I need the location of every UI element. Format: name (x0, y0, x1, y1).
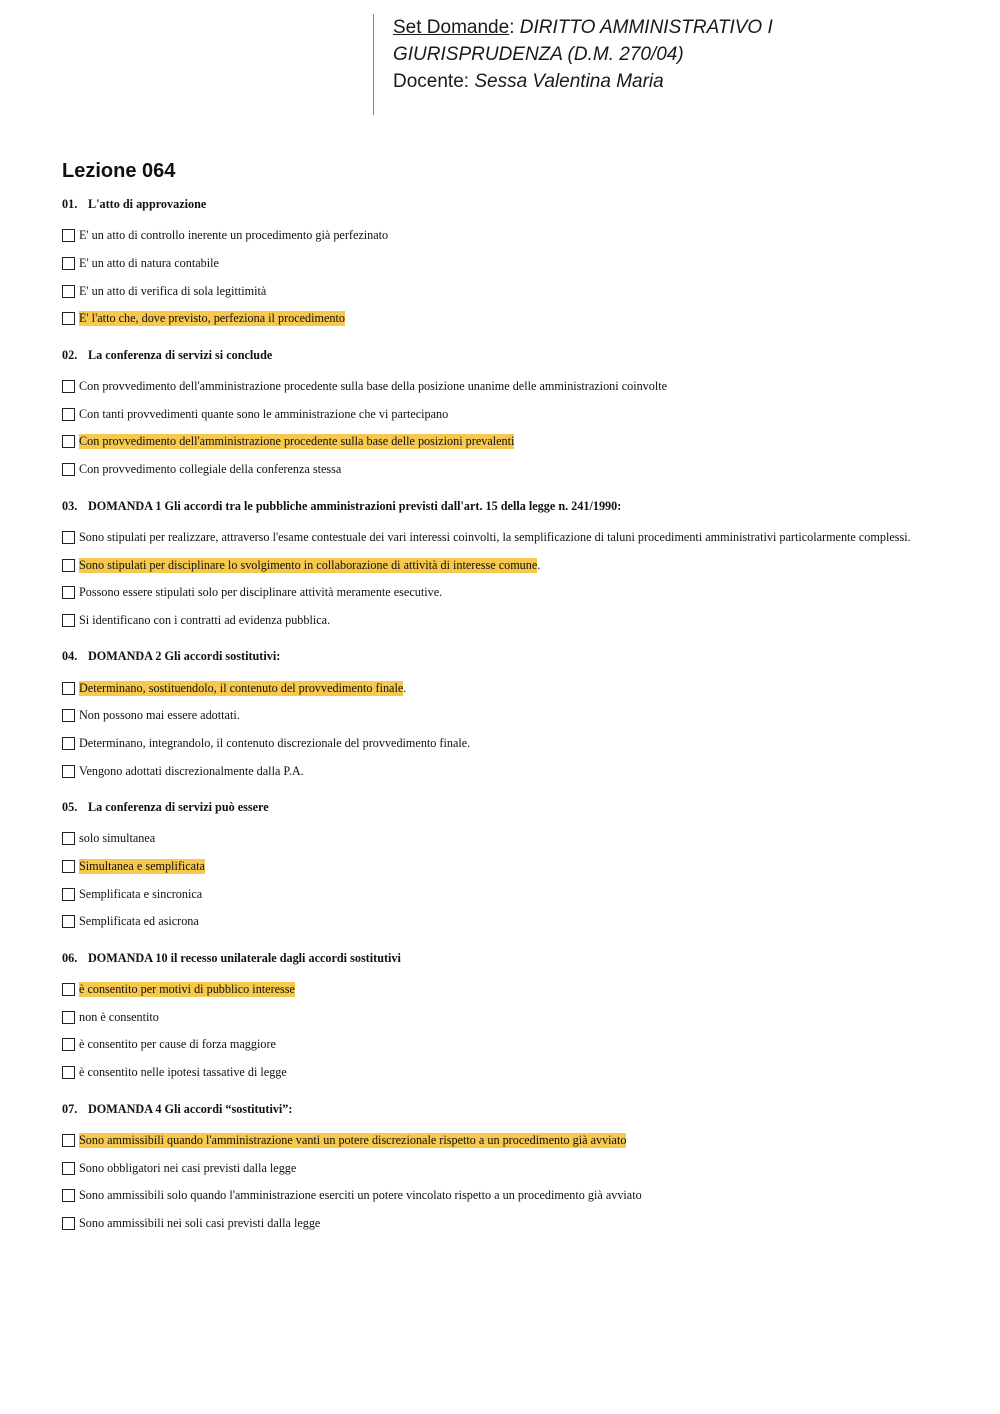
question-title (62, 950, 962, 966)
question-number: 01. (62, 197, 78, 211)
question-text: DOMANDA 2 Gli accordi sostitutivi: (88, 649, 281, 664)
answer-suffix: . (537, 557, 541, 572)
answer-option (62, 373, 962, 401)
document-header (373, 14, 933, 115)
answer-checkbox[interactable] (62, 983, 75, 996)
answer-text: è consentito nelle ipotesi tassative di legge (79, 1065, 287, 1080)
answer-checkbox[interactable] (62, 1134, 75, 1147)
teacher-line (393, 68, 933, 95)
set-separator: : (509, 17, 520, 38)
answer-text-highlighted: E' l'atto che, dove previsto, perfeziona il procedimento (79, 311, 345, 326)
answer-option (62, 853, 962, 881)
answer-option (62, 1154, 962, 1182)
answer-option (62, 456, 962, 484)
answer-checkbox[interactable] (62, 463, 75, 476)
answer-text: Semplificata ed asicrona (79, 914, 199, 929)
answer-checkbox[interactable] (62, 1189, 75, 1202)
answer-text: Sono ammissibili solo quando l'amministrazione eserciti un potere vincolato rispetto a un procedimento già avviato (79, 1188, 642, 1203)
answer-text-highlighted: Sono ammissibili quando l'amministrazione vanti un potere discrezionale rispetto a un procedimento già avviato (79, 1132, 627, 1147)
question-list (62, 196, 962, 1251)
answer-text-highlighted: è consentito per motivi di pubblico interesse (79, 982, 295, 997)
answer-text: non è consentito (79, 1009, 159, 1024)
answer-checkbox[interactable] (62, 229, 75, 242)
answer-option (62, 222, 962, 250)
answer-text: Sono obbligatori nei casi previsti dalla legge (79, 1160, 297, 1175)
answer-text-highlighted: Determinano, sostituendolo, il contenuto del provvedimento finale (79, 680, 404, 695)
question-block (62, 196, 962, 333)
question-title (62, 347, 962, 363)
answer-checkbox[interactable] (62, 614, 75, 627)
answer-checkbox[interactable] (62, 380, 75, 393)
answer-checkbox[interactable] (62, 408, 75, 421)
question-text: L'atto di approvazione (88, 197, 207, 211)
answer-text: Possono essere stipulati solo per disciplinare attività meramente esecutive. (79, 585, 443, 600)
question-block (62, 498, 962, 635)
answer-checkbox[interactable] (62, 435, 75, 448)
answer-option (62, 607, 962, 635)
answer-checkbox[interactable] (62, 586, 75, 599)
answer-checkbox[interactable] (62, 709, 75, 722)
answer-option (62, 976, 962, 1004)
answer-checkbox[interactable] (62, 1217, 75, 1230)
answer-text: E' un atto di natura contabile (79, 256, 219, 271)
answer-text-highlighted: Simultanea e semplificata (79, 859, 205, 874)
question-block (62, 1101, 962, 1238)
answer-text: Si identificano con i contratti ad evidenza pubblica. (79, 612, 331, 627)
question-number: 06. (62, 950, 78, 965)
answer-text-highlighted: Sono stipulati per disciplinare lo svolgimento in collaborazione di attività di interesse comune (79, 557, 538, 572)
answer-checkbox[interactable] (62, 559, 75, 572)
answer-option (62, 579, 962, 607)
answer-checkbox[interactable] (62, 737, 75, 750)
answer-text: Con provvedimento dell'amministrazione procedente sulla base della posizione unanime delle amministrazioni coinvolte (79, 379, 668, 394)
set-value-line-2: GIURISPRUDENZA (D.M. 270/04) (393, 44, 684, 65)
answer-option (62, 674, 962, 702)
answer-option (62, 730, 962, 758)
answer-text: Con tanti provvedimenti quante sono le amministrazione che vi partecipano (79, 406, 449, 421)
set-label: Set Domande (393, 17, 510, 38)
answer-option (62, 1031, 962, 1059)
answer-option (62, 428, 962, 456)
set-value-line-1: DIRITTO AMMINISTRATIVO I (519, 17, 773, 38)
answer-option (62, 1059, 962, 1087)
teacher-label: Docente: (393, 71, 475, 92)
answer-option (62, 825, 962, 853)
answer-option (62, 908, 962, 936)
answer-checkbox[interactable] (62, 285, 75, 298)
question-block (62, 950, 962, 1087)
answer-option (62, 400, 962, 428)
answer-text: Non possono mai essere adottati. (79, 708, 240, 723)
answer-option (62, 1182, 962, 1210)
answer-checkbox[interactable] (62, 531, 75, 544)
answer-option (62, 250, 962, 278)
question-title (62, 196, 962, 212)
question-block (62, 347, 962, 484)
answer-text: solo simultanea (79, 831, 156, 846)
teacher-value: Sessa Valentina Maria (474, 71, 664, 92)
lesson-title: Lezione 064 (62, 160, 176, 182)
answer-text: Con provvedimento collegiale della conferenza stessa (79, 462, 342, 477)
answer-option (62, 1210, 962, 1238)
answer-option (62, 1127, 962, 1155)
question-text: La conferenza di servizi si conclude (88, 347, 273, 362)
answer-option (62, 880, 962, 908)
answer-option (62, 1003, 962, 1031)
answer-suffix: . (403, 680, 407, 695)
answer-checkbox[interactable] (62, 312, 75, 325)
answer-checkbox[interactable] (62, 1066, 75, 1079)
question-number: 05. (62, 800, 78, 814)
question-number: 02. (62, 347, 78, 362)
answer-option (62, 551, 962, 579)
answer-text: Semplificata e sincronica (79, 886, 203, 901)
question-number: 04. (62, 649, 78, 664)
answer-option (62, 277, 962, 305)
question-block (62, 799, 962, 936)
answer-checkbox[interactable] (62, 1162, 75, 1175)
answer-checkbox[interactable] (62, 860, 75, 873)
set-line-1 (393, 14, 933, 41)
question-title (62, 799, 962, 815)
answer-checkbox[interactable] (62, 1038, 75, 1051)
answer-checkbox[interactable] (62, 257, 75, 270)
answer-text: Sono stipulati per realizzare, attraverso l'esame contestuale dei vari interessi coinvolti, la semplificazione di taluni procedimenti amministrativi particolarmente complessi. (79, 529, 911, 544)
answer-text: Sono ammissibili nei soli casi previsti dalla legge (79, 1215, 321, 1230)
answer-text: E' un atto di controllo inerente un procedimento già perfezinato (79, 228, 389, 243)
answer-checkbox[interactable] (62, 888, 75, 901)
answer-checkbox[interactable] (62, 1011, 75, 1024)
answer-text: Vengono adottati discrezionalmente dalla P.A. (79, 763, 304, 778)
answer-text: E' un atto di verifica di sola legittimità (79, 283, 267, 298)
answer-text-highlighted: Con provvedimento dell'amministrazione procedente sulla base delle posizioni prevalenti (79, 434, 515, 449)
answer-option (62, 524, 962, 552)
question-text: La conferenza di servizi può essere (88, 800, 269, 814)
question-number: 03. (62, 498, 78, 513)
answer-option (62, 702, 962, 730)
answer-text: è consentito per cause di forza maggiore (79, 1037, 276, 1052)
question-text: DOMANDA 4 Gli accordi “sostitutivi”: (88, 1101, 293, 1116)
question-number: 07. (62, 1101, 78, 1116)
answer-text: Determinano, integrandolo, il contenuto discrezionale del provvedimento finale. (79, 735, 471, 750)
question-text: DOMANDA 1 Gli accordi tra le pubbliche amministrazioni previsti dall'art. 15 della legge n. 241/1990: (88, 498, 622, 513)
question-block (62, 648, 962, 785)
answer-checkbox[interactable] (62, 915, 75, 928)
question-text: DOMANDA 10 il recesso unilaterale dagli accordi sostitutivi (88, 950, 401, 965)
question-title (62, 648, 962, 664)
answer-checkbox[interactable] (62, 765, 75, 778)
question-title (62, 498, 962, 514)
answer-option (62, 305, 962, 333)
question-title (62, 1101, 962, 1117)
answer-checkbox[interactable] (62, 682, 75, 695)
answer-option (62, 757, 962, 785)
answer-checkbox[interactable] (62, 832, 75, 845)
